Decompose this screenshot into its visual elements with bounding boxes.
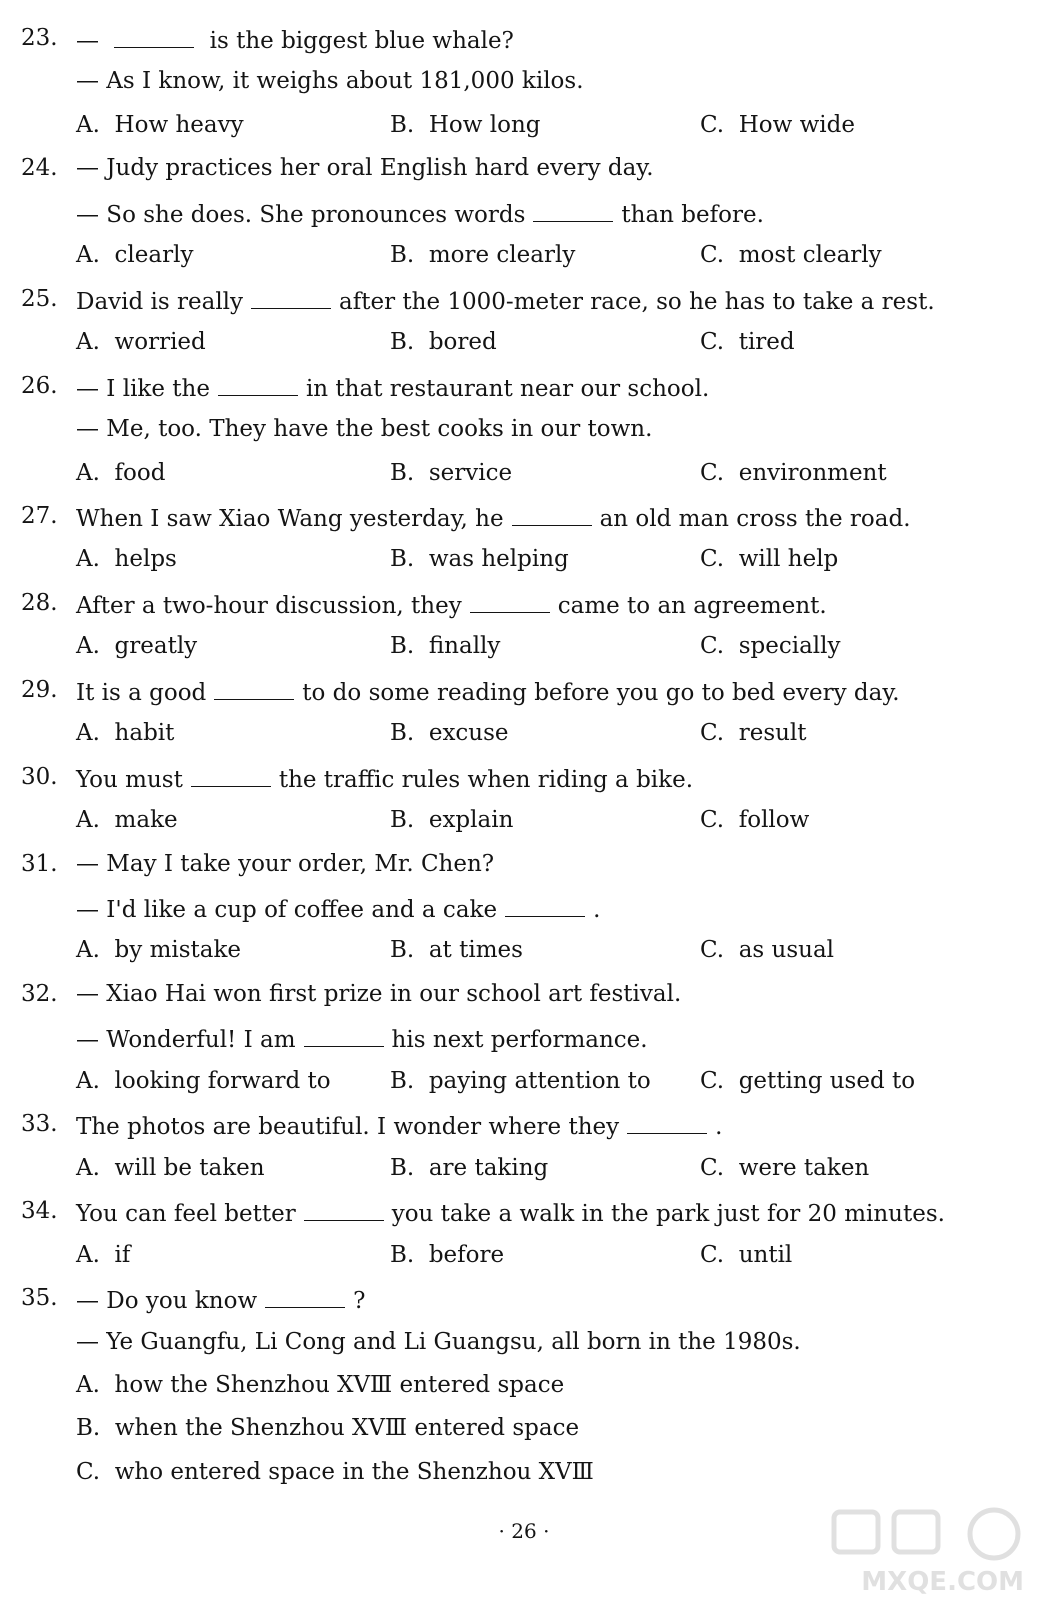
stem-text: — Me, too. They have the best cooks in our town.	[76, 416, 653, 442]
stem-text: his next performance.	[391, 1027, 648, 1053]
stem-text: You must	[76, 767, 183, 793]
option-a: A. habit	[76, 720, 175, 746]
question-number: 27.	[21, 503, 58, 529]
stem-text: The photos are beautiful. I wonder where they	[76, 1114, 620, 1140]
stem-text: the traffic rules when riding a bike.	[278, 767, 694, 793]
question-number: 28.	[21, 590, 58, 616]
question-stem	[76, 20, 514, 59]
option-c: C. follow	[700, 807, 810, 833]
question-line	[0, 759, 1048, 795]
options-row	[0, 932, 1048, 968]
option-a: A. How heavy	[76, 112, 244, 138]
question-line	[0, 672, 1048, 708]
option-line	[0, 1367, 1048, 1403]
stem-text: — Do you know	[76, 1288, 258, 1314]
question-number: 29.	[21, 677, 58, 703]
option-a: A. helps	[76, 546, 177, 572]
option-b: B. service	[390, 460, 513, 486]
option-c: C. until	[700, 1242, 793, 1268]
option-b: B. when the Shenzhou XVⅢ entered space	[76, 1415, 580, 1441]
question-stem	[76, 1280, 366, 1319]
question-line	[0, 281, 1048, 317]
stem-text: in that restaurant near our school.	[305, 376, 710, 402]
question-number: 26.	[21, 373, 58, 399]
question-stem	[76, 1106, 722, 1145]
option-c: C. result	[700, 720, 807, 746]
question-number: 31.	[21, 851, 58, 877]
question-number: 35.	[21, 1285, 58, 1311]
question-stem	[76, 846, 494, 882]
option-c: C. will help	[700, 546, 839, 572]
question-stem	[76, 194, 764, 233]
stem-text: — May I take your order, Mr. Chen?	[76, 851, 495, 877]
question-line	[0, 1193, 1048, 1229]
option-c: C. How wide	[700, 112, 855, 138]
question-line	[0, 498, 1048, 534]
watermark-text: MXQE.COM	[861, 1567, 1024, 1597]
answer-blank	[627, 1106, 707, 1134]
option-a: A. will be taken	[76, 1155, 265, 1181]
option-b: B. finally	[390, 633, 501, 659]
options-row	[0, 455, 1048, 491]
question-number: 32.	[21, 981, 58, 1007]
option-c: C. environment	[700, 460, 887, 486]
option-b: B. How long	[390, 112, 541, 138]
options-row	[0, 802, 1048, 838]
stem-text: — So she does. She pronounces words	[76, 202, 526, 228]
option-b: B. before	[390, 1242, 505, 1268]
answer-blank	[265, 1280, 345, 1308]
option-a: A. by mistake	[76, 937, 242, 963]
stem-text: You can feel better	[76, 1201, 296, 1227]
stem-text: It is a good	[76, 680, 207, 706]
option-c: C. tired	[700, 329, 795, 355]
question-number: 25.	[21, 286, 58, 312]
stem-text: — I like the	[76, 376, 210, 402]
question-stem	[76, 1193, 945, 1232]
option-a: A. if	[76, 1242, 131, 1268]
stem-text: — I'd like a cup of coffee and a cake	[76, 897, 498, 923]
question-stem	[76, 1019, 648, 1058]
question-line	[0, 150, 1048, 186]
answer-blank	[505, 889, 585, 917]
option-a: A. how the Shenzhou XVⅢ entered space	[76, 1372, 565, 1398]
option-a: A. worried	[76, 329, 206, 355]
question-stem	[76, 498, 911, 537]
option-b: B. bored	[390, 329, 497, 355]
options-row	[0, 237, 1048, 273]
options-row	[0, 1237, 1048, 1273]
answer-blank	[470, 585, 550, 613]
stem-text: after the 1000-meter race, so he has to take a rest.	[339, 289, 935, 315]
option-line	[0, 1410, 1048, 1446]
option-c: C. were taken	[700, 1155, 870, 1181]
answer-blank	[304, 1193, 384, 1221]
question-number: 34.	[21, 1198, 58, 1224]
option-c: C. specially	[700, 633, 841, 659]
stem-text: — Judy practices her oral English hard every day.	[76, 155, 654, 181]
option-b: B. paying attention to	[390, 1068, 651, 1094]
watermark-logo	[794, 1498, 1034, 1598]
question-stem	[76, 1324, 801, 1360]
stem-text: .	[715, 1114, 723, 1140]
stem-text: — Wonderful! I am	[76, 1027, 296, 1053]
stem-text: an old man cross the road.	[599, 506, 911, 532]
stem-text: than before.	[621, 202, 764, 228]
question-line	[0, 368, 1048, 404]
stem-text: —	[76, 28, 107, 54]
options-row	[0, 628, 1048, 664]
stem-text: When I saw Xiao Wang yesterday, he	[76, 506, 504, 532]
question-stem	[76, 672, 900, 711]
option-a: A. clearly	[76, 242, 194, 268]
options-row	[0, 541, 1048, 577]
options-row	[0, 1063, 1048, 1099]
option-b: B. at times	[390, 937, 523, 963]
stem-text: to do some reading before you go to bed every day.	[302, 680, 900, 706]
question-line	[0, 63, 1048, 99]
option-a: A. make	[76, 807, 178, 833]
question-line	[0, 411, 1048, 447]
stem-text: .	[593, 897, 601, 923]
option-a: A. greatly	[76, 633, 198, 659]
option-b: B. more clearly	[390, 242, 576, 268]
option-a: A. looking forward to	[76, 1068, 331, 1094]
option-b: B. excuse	[390, 720, 509, 746]
question-stem	[76, 585, 827, 624]
question-line	[0, 194, 1048, 230]
question-line	[0, 976, 1048, 1012]
question-line	[0, 889, 1048, 925]
option-a: A. food	[76, 460, 166, 486]
question-line	[0, 20, 1048, 56]
question-line	[0, 1280, 1048, 1316]
stem-text: After a two-hour discussion, they	[76, 593, 462, 619]
question-stem	[76, 150, 654, 186]
question-line	[0, 585, 1048, 621]
question-line	[0, 1324, 1048, 1360]
option-line	[0, 1454, 1048, 1490]
stem-text: — Xiao Hai won first prize in our school art festival.	[76, 981, 682, 1007]
question-line	[0, 846, 1048, 882]
answer-blank	[191, 759, 271, 787]
answer-blank	[533, 194, 613, 222]
option-c: C. as usual	[700, 937, 835, 963]
options-row	[0, 107, 1048, 143]
answer-blank	[251, 281, 331, 309]
question-stem	[76, 63, 584, 99]
option-b: B. explain	[390, 807, 514, 833]
question-stem	[76, 368, 709, 407]
option-b: B. was helping	[390, 546, 569, 572]
options-row	[0, 324, 1048, 360]
question-number: 23.	[21, 25, 58, 51]
stem-text: David is really	[76, 289, 244, 315]
answer-blank	[214, 672, 294, 700]
option-c: C. most clearly	[700, 242, 882, 268]
answer-blank	[512, 498, 592, 526]
answer-blank	[304, 1019, 384, 1047]
question-number: 24.	[21, 155, 58, 181]
stem-text: — Ye Guangfu, Li Cong and Li Guangsu, all born in the 1980s.	[76, 1329, 801, 1355]
question-stem	[76, 889, 600, 928]
question-line	[0, 1106, 1048, 1142]
question-number: 30.	[21, 764, 58, 790]
question-stem	[76, 281, 935, 320]
option-c: C. who entered space in the Shenzhou XVⅢ	[76, 1459, 594, 1485]
options-row	[0, 715, 1048, 751]
stem-text: came to an agreement.	[557, 593, 827, 619]
question-stem	[76, 976, 681, 1012]
option-b: B. are taking	[390, 1155, 549, 1181]
question-stem	[76, 759, 693, 798]
answer-blank	[114, 20, 194, 48]
answer-blank	[218, 368, 298, 396]
option-c: C. getting used to	[700, 1068, 916, 1094]
page-number: · 26 ·	[498, 1519, 550, 1543]
question-stem	[76, 411, 652, 447]
question-number: 33.	[21, 1111, 58, 1137]
stem-text: you take a walk in the park just for 20 minutes.	[391, 1201, 945, 1227]
stem-text: is the biggest blue whale?	[202, 28, 514, 54]
question-line	[0, 1019, 1048, 1055]
options-row	[0, 1150, 1048, 1186]
stem-text: — As I know, it weighs about 181,000 kilos.	[76, 68, 584, 94]
stem-text: ?	[353, 1288, 366, 1314]
